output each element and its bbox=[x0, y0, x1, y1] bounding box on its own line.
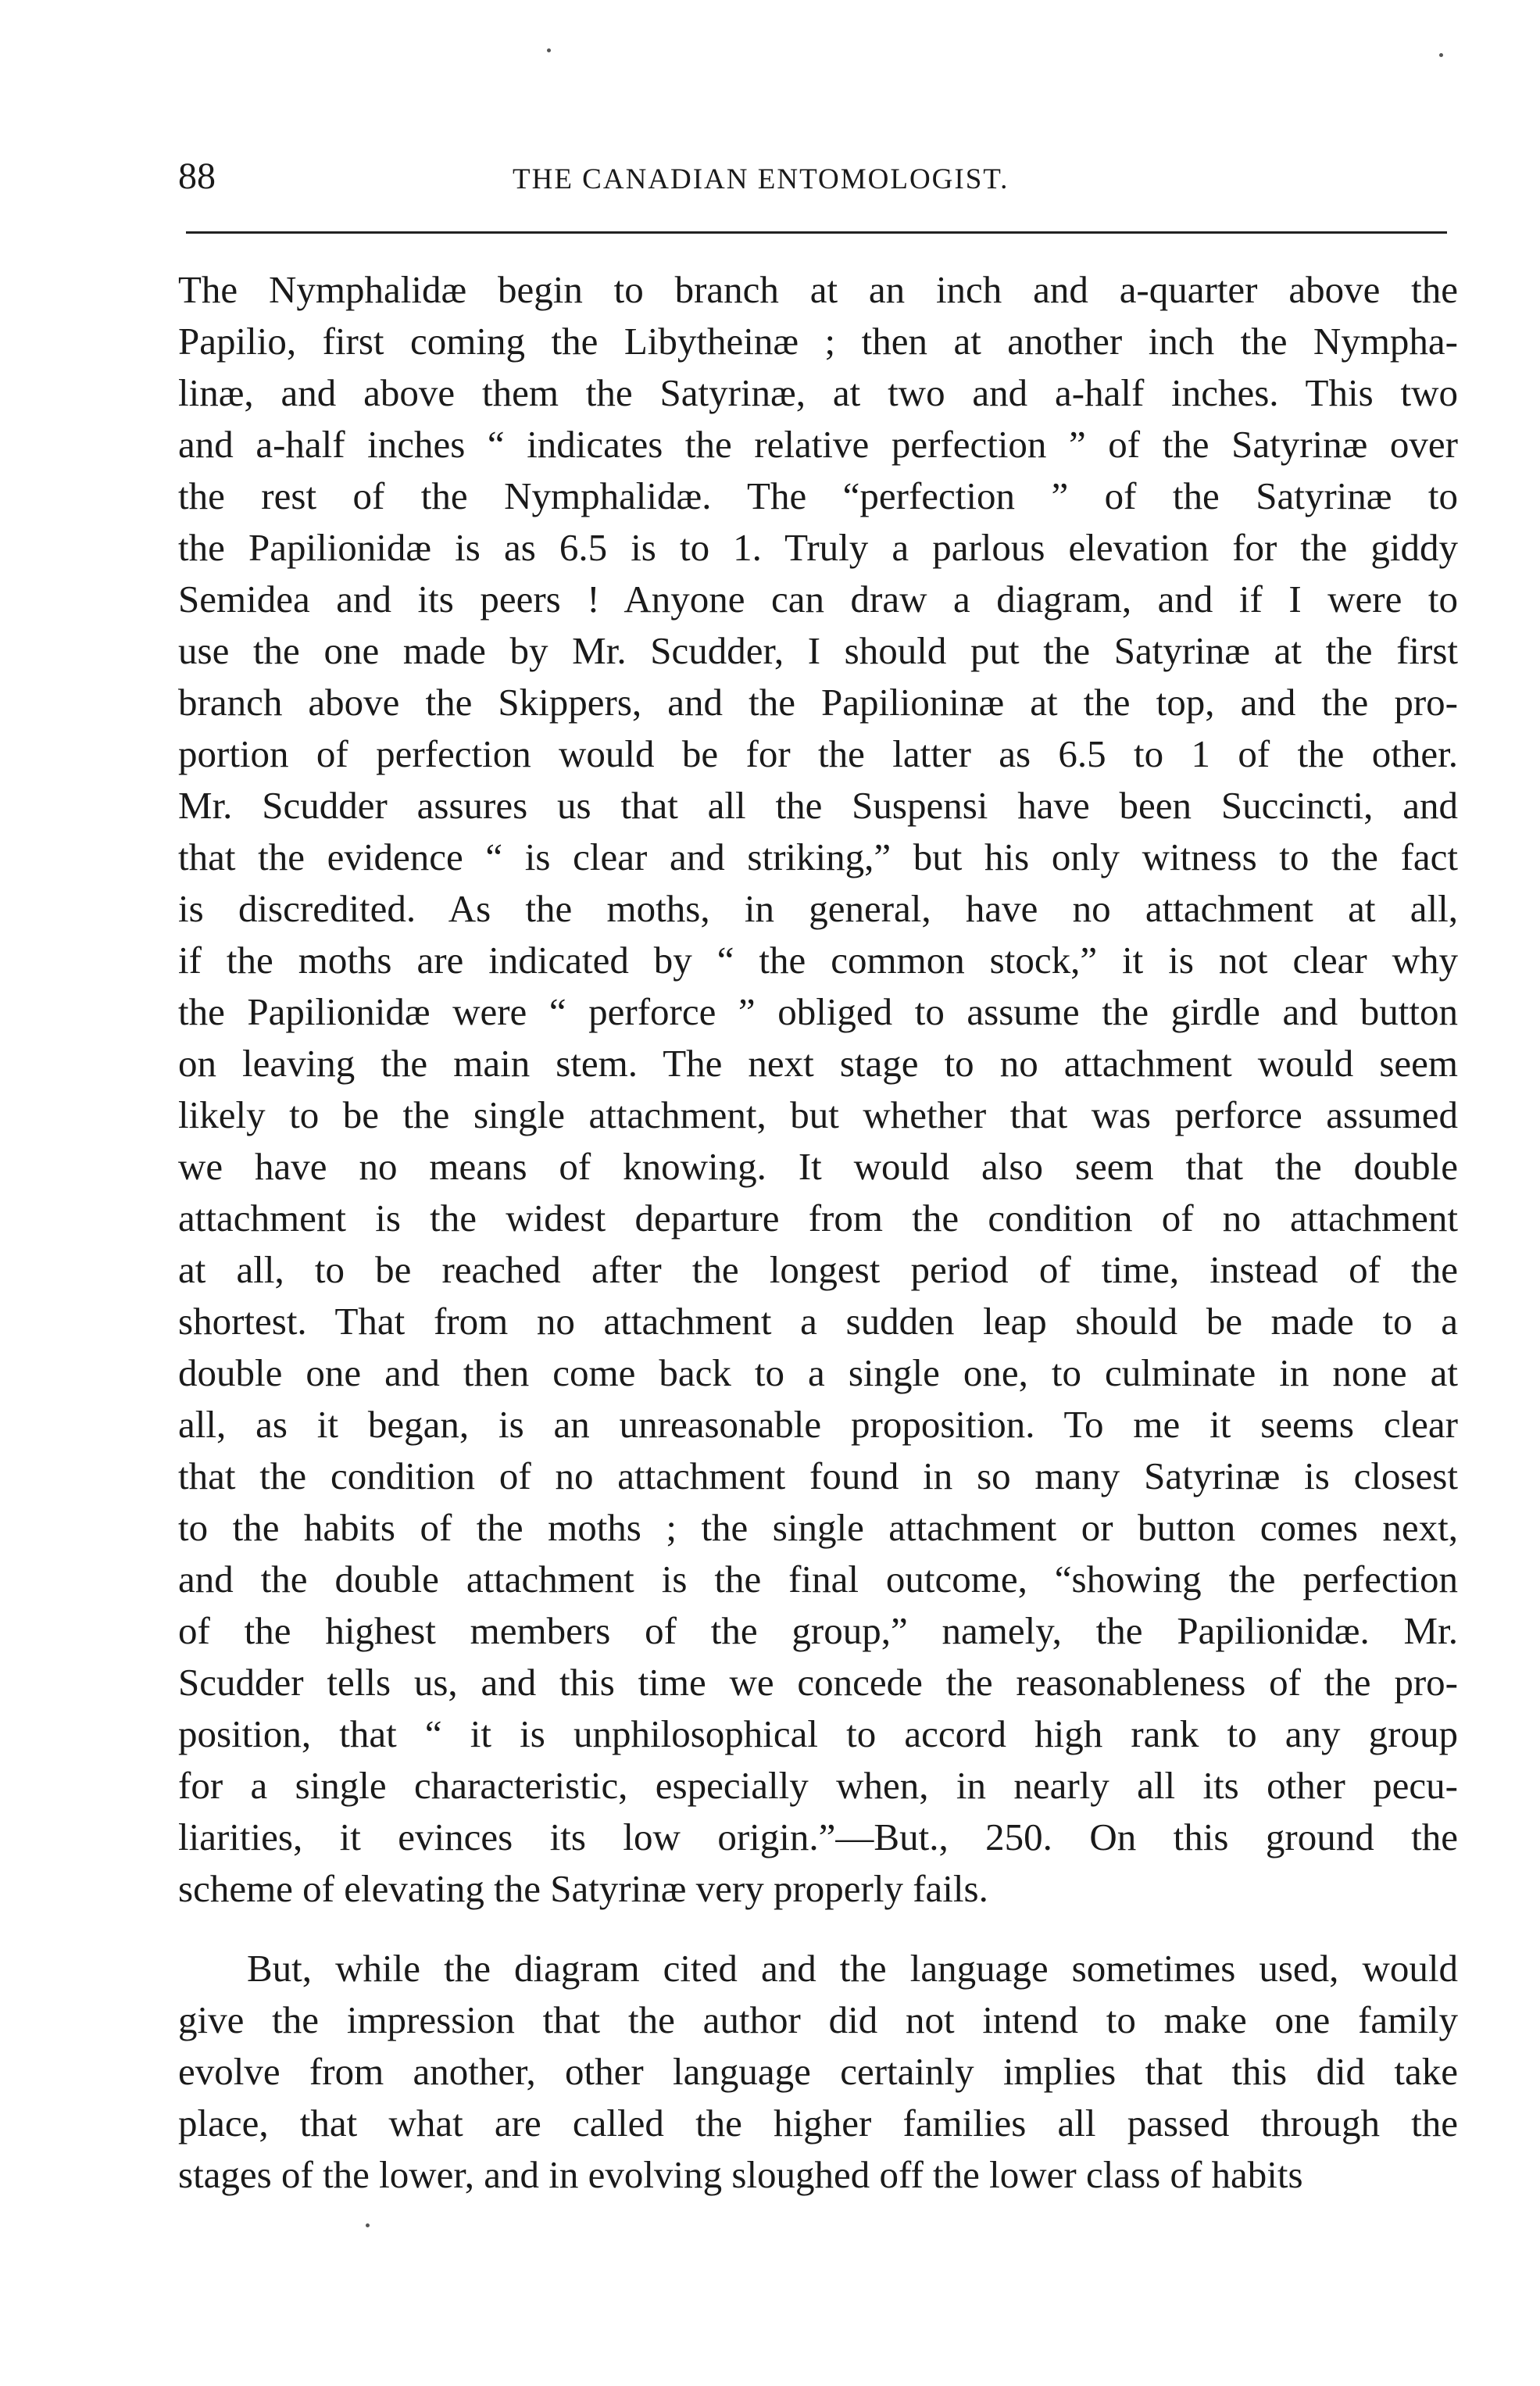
text-line: that the evidence “ is clear and striking,” but his only witness to the fact bbox=[178, 835, 1458, 878]
text-line: linæ, and above them the Satyrinæ, at two and a-half inches. This two bbox=[178, 371, 1458, 414]
text-line: evolve from another, other language certainly implies that this did take bbox=[178, 2050, 1458, 2093]
text-line: Papilio, first coming the Libytheinæ ; then at another inch the Nympha- bbox=[178, 320, 1458, 363]
text-line: of the highest members of the group,” namely, the Papilionidæ. Mr. bbox=[178, 1609, 1458, 1652]
text-line: the rest of the Nymphalidæ. The “perfection ” of the Satyrinæ to bbox=[178, 474, 1458, 517]
scan-speck bbox=[547, 48, 551, 52]
paragraph-gap bbox=[178, 1915, 1458, 1943]
text-line: shortest. That from no attachment a sudden leap should be made to a bbox=[178, 1300, 1458, 1343]
paragraph bbox=[178, 264, 1458, 1915]
text-line: position, that “ it is unphilosophical to accord high rank to any group bbox=[178, 1712, 1458, 1755]
text-line: use the one made by Mr. Scudder, I should put the Satyrinæ at the first bbox=[178, 629, 1458, 672]
paragraph bbox=[178, 1943, 1458, 2201]
text-line: and the double attachment is the final outcome, “showing the perfection bbox=[178, 1558, 1458, 1601]
text-line: branch above the Skippers, and the Papilioninæ at the top, and the pro- bbox=[178, 681, 1458, 724]
text-line: for a single characteristic, especially when, in nearly all its other pecu- bbox=[178, 1764, 1458, 1807]
text-line: Semidea and its peers ! Anyone can draw a diagram, and if I were to bbox=[178, 578, 1458, 621]
text-line: Scudder tells us, and this time we concede the reasonableness of the pro- bbox=[178, 1661, 1458, 1704]
text-line: the Papilionidæ is as 6.5 is to 1. Truly a parlous elevation for the giddy bbox=[178, 526, 1458, 569]
page-header bbox=[178, 153, 1453, 208]
text-line: we have no means of knowing. It would also seem that the double bbox=[178, 1145, 1458, 1188]
text-line: stages of the lower, and in evolving sloughed off the lower class of habits bbox=[178, 2153, 1303, 2196]
body-text bbox=[178, 264, 1458, 2201]
text-line: that the condition of no attachment found in so many Satyrinæ is closest bbox=[178, 1454, 1458, 1497]
page-number: 88 bbox=[178, 156, 216, 197]
text-line: Mr. Scudder assures us that all the Suspensi have been Succincti, and bbox=[178, 784, 1458, 827]
text-line: likely to be the single attachment, but whether that was perforce assumed bbox=[178, 1093, 1458, 1136]
scan-speck bbox=[1439, 53, 1443, 57]
text-line: liarities, it evinces its low origin.”—But., 250. On this ground the bbox=[178, 1815, 1458, 1858]
text-line: double one and then come back to a single one, to culminate in none at bbox=[178, 1351, 1458, 1394]
text-line: and a-half inches “ indicates the relative perfection ” of the Satyrinæ over bbox=[178, 423, 1458, 466]
header-rule bbox=[186, 231, 1447, 234]
text-line: the Papilionidæ were “ perforce ” obliged to assume the girdle and button bbox=[178, 990, 1458, 1033]
text-line: at all, to be reached after the longest period of time, instead of the bbox=[178, 1248, 1458, 1291]
text-line: all, as it began, is an unreasonable proposition. To me it seems clear bbox=[178, 1403, 1458, 1446]
text-line: if the moths are indicated by “ the common stock,” it is not clear why bbox=[178, 939, 1458, 982]
text-line: But, while the diagram cited and the language sometimes used, would bbox=[247, 1947, 1458, 1990]
text-line: The Nymphalidæ begin to branch at an inch and a-quarter above the bbox=[178, 268, 1458, 311]
text-line: place, that what are called the higher families all passed through the bbox=[178, 2102, 1458, 2145]
running-head: THE CANADIAN ENTOMOLOGIST. bbox=[513, 163, 1009, 195]
text-line: on leaving the main stem. The next stage to no attachment would seem bbox=[178, 1042, 1458, 1085]
text-line: attachment is the widest departure from the condition of no attachment bbox=[178, 1197, 1458, 1240]
paragraphs bbox=[178, 264, 1458, 2201]
text-line: is discredited. As the moths, in general, have no attachment at all, bbox=[178, 887, 1458, 930]
text-line: give the impression that the author did not intend to make one family bbox=[178, 1998, 1458, 2041]
text-line: to the habits of the moths ; the single attachment or button comes next, bbox=[178, 1506, 1458, 1549]
text-line: portion of perfection would be for the latter as 6.5 to 1 of the other. bbox=[178, 732, 1458, 775]
scan-speck bbox=[366, 2223, 370, 2227]
text-line: scheme of elevating the Satyrinæ very properly fails. bbox=[178, 1867, 988, 1910]
